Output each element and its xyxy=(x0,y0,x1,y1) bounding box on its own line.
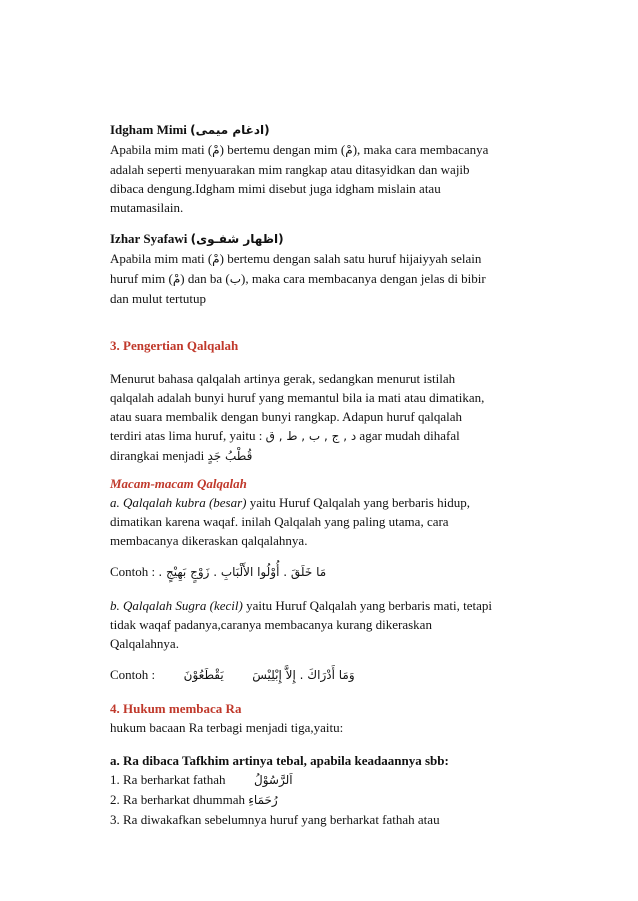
text-line: dibaca dengung.Idgham mimi disebut juga idgham mislain atau xyxy=(110,181,441,196)
text-line: dan mulut tertutup xyxy=(110,291,207,306)
text-run: dirangkai menjadi xyxy=(110,448,205,463)
qalqalah-kubra-paragraph xyxy=(110,493,550,550)
arabic-mim-sukun: مْ xyxy=(212,143,220,157)
arabic-ba: ب xyxy=(229,272,242,286)
qutbu-jadin-arabic: قُطْبُ جَدٍ xyxy=(207,449,253,463)
idgham-mimi-paragraph xyxy=(110,140,550,217)
text-line: Qalqalahnya. xyxy=(110,636,179,651)
qalqalah-sugra-paragraph xyxy=(110,596,550,653)
text-run: yaitu Huruf Qalqalah yang berbaris hidup, xyxy=(246,495,470,510)
text-run: terdiri atas lima huruf, yaitu : xyxy=(110,428,263,443)
qalqalah-heading: 3. Pengertian Qalqalah xyxy=(110,338,239,353)
text-line: qalqalah adalah bunyi huruf yang memantul bila ia mati atau dimatikan, xyxy=(110,390,485,405)
sugra-label: b. Qalqalah Sugra (kecil) xyxy=(110,598,243,613)
text-line: dimatikan karena waqaf. inilah Qalqalah yang paling utama, cara xyxy=(110,514,449,529)
text-run: ) bertemu dengan salah satu huruf hijaiyyah selain xyxy=(219,251,482,266)
list-item: 3. Ra diwakafkan sebelumnya huruf yang berharkat fathah atau xyxy=(110,812,440,827)
contoh-label: Contoh : xyxy=(110,667,156,682)
arabic-mim: مْ xyxy=(172,272,181,286)
text-run: agar mudah dihafal xyxy=(359,428,460,443)
list-item: 1. Ra berharkat fathah xyxy=(110,772,226,787)
contoh-sugra-arabic-2: وَمَا أَدْرَاكَ . إِلاَّ إِبْلِيْسَ xyxy=(252,668,355,682)
text-run: ), maka cara membacanya dengan jelas di bibir xyxy=(241,271,486,286)
text-run: Apabila mim mati ( xyxy=(110,142,213,157)
text-run: yaitu Huruf Qalqalah yang berbaris mati, tetapi xyxy=(242,598,492,613)
text-line: atau suara membalik dengan bunyi rangkap. Adapun huruf qalqalah xyxy=(110,409,462,424)
text-run: ) dan ba ( xyxy=(180,271,230,286)
arabic-mim-sukun: مْ xyxy=(212,252,220,266)
ra-tafkhim-list xyxy=(110,770,550,829)
arabic-mim: مْ xyxy=(345,143,353,157)
contoh-label: Contoh : xyxy=(110,564,156,579)
idgham-mimi-title-arabic: (ادغام ميمى) xyxy=(190,123,270,137)
text-line: adalah seperti menyuarakan mim rangkap atau ditasyidkan dan wajib xyxy=(110,162,470,177)
ra-tafkhim-title: a. Ra dibaca Tafkhim artinya tebal, apabila keadaannya sbb: xyxy=(110,753,449,768)
izhar-syafawi-title-text: Izhar Syafawi xyxy=(110,231,188,246)
text-run: Apabila mim mati ( xyxy=(110,251,213,266)
ar-rasulu-arabic: اَلرَّسُوْلُ xyxy=(254,773,293,787)
hukum-ra-heading: 4. Hukum membaca Ra xyxy=(110,701,242,716)
text-line: Menurut bahasa qalqalah artinya gerak, sedangkan menurut istilah xyxy=(110,371,456,386)
text-run: ), maka cara membacanya xyxy=(352,142,489,157)
document-page xyxy=(110,120,550,829)
qalqalah-letters-arabic: د , ج , ب , ط , ق xyxy=(265,429,357,443)
text-line: membacanya dikeraskan qalqalahnya. xyxy=(110,533,308,548)
idgham-mimi-title xyxy=(110,120,550,140)
list-item: 2. Ra berharkat dhummah xyxy=(110,792,246,807)
izhar-syafawi-title xyxy=(110,229,550,249)
izhar-syafawi-title-arabic: (اظهار شفـوى) xyxy=(190,232,284,246)
hukum-ra-intro: hukum bacaan Ra terbagi menjadi tiga,yaitu: xyxy=(110,720,344,735)
text-line: tidak waqaf padanya,caranya membacanya kurang dikeraskan xyxy=(110,617,432,632)
contoh-kubra-arabic: مَا خَلَقَ . أُوْلُوا الأَلْبَابِ . زَوْجٍ بَهِيْجٍ . xyxy=(158,565,327,579)
idgham-mimi-title-text: Idgham Mimi xyxy=(110,122,187,137)
kubra-label: a. Qalqalah kubra (besar) xyxy=(110,495,247,510)
contoh-sugra-arabic-1: يَقْطَعُوْنَ xyxy=(183,668,224,682)
text-run: ) bertemu dengan mim ( xyxy=(219,142,346,157)
contoh-sugra xyxy=(110,665,550,685)
text-run: huruf mim ( xyxy=(110,271,173,286)
izhar-syafawi-paragraph xyxy=(110,249,550,308)
contoh-kubra xyxy=(110,562,550,582)
ruhamai-arabic: رُحَمَاءِ xyxy=(248,793,278,807)
macam-qalqalah-heading: Macam-macam Qalqalah xyxy=(110,476,247,491)
qalqalah-definition xyxy=(110,369,550,466)
text-line: mutamasilain. xyxy=(110,200,184,215)
